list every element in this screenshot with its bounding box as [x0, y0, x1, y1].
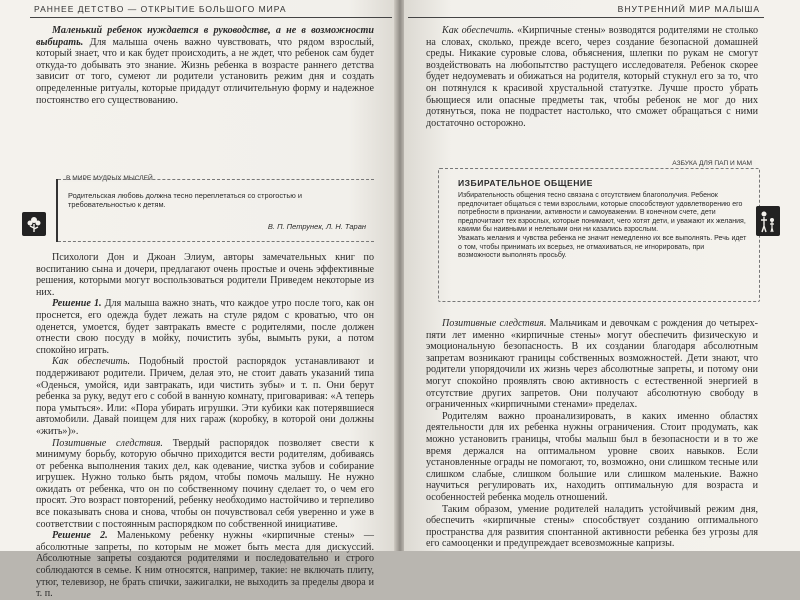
right-running-head: ВНУТРЕННИЙ МИР МАЛЫША [617, 4, 760, 14]
right-top-text [426, 25, 758, 129]
right-page [404, 0, 800, 551]
family-icon [756, 206, 780, 236]
abc-text-1: Избирательность общения тесно связана с отсутствием благополучия. Ребенок предпочитает общаться с теми взрослыми, которые способствуют удовлетворению его потребности в признании, активности и самоуважении. В конечном счете, дети предпочитают тех взрослых, которые понимают, чего хотят дети, и уважают их желания, какими бы наивными и нелепыми они ни казались взрослым. [458, 192, 746, 234]
intro-italic: Маленький ребенок нуждается в руководстве, а не в возможности выбирать. [36, 25, 374, 48]
left-running-head: РАННЕЕ ДЕТСТВО — ОТКРЫТИЕ БОЛЬШОГО МИРА [34, 4, 287, 14]
right-body [426, 318, 758, 550]
left-intro [36, 25, 374, 106]
abc-box-title: ИЗБИРАТЕЛЬНОЕ ОБЩЕНИЕ [458, 178, 593, 188]
quote-text: Родительская любовь должна тесно переплетаться со строгостью и требовательностью к детям. [68, 191, 303, 210]
how-label-right: Как обеспечить. [442, 25, 515, 36]
quote-box-bottom-rule [58, 241, 374, 242]
quote-box-header: В МИРЕ МУДРЫХ МЫСЛЕЙ [62, 175, 157, 182]
para-psychologists: Психологи Дон и Джоан Элиум, авторы замечательных книг по воспитанию сына и дочери, предлагают очень простые и очень эффективные решения, которыми могут воспользоваться родители Приведем некоторые из них. [36, 252, 374, 298]
abc-box [430, 168, 760, 308]
how-text-right: «Кирпичные стены» возводятся родителями не столько на словах, сколько, прежде всего, через создание безопасной домашней среды. Никакие суровые слова, объяснения, шлепки по рукам не смогут воздействовать на любопытство растущего исследователя. Ребенок скорее будет недоумевать и обижаться на родителя, который стукнул его за то, что он потянулся к красивой хрустальной статуэтке. Лучше просто убрать бьющиеся или опасные предметы так, чтобы ребенок не мог до них дотянуться, пока не подрастет настолько, что сможет обращаться с ними достаточно осторожно. [426, 25, 758, 129]
positive-label-right: Позитивные следствия. [442, 318, 547, 329]
solution1-text: Для малыша важно знать, что каждое утро после того, как он проснется, его одежда будет лежать на стуле рядом с кроватью, что он оденется, умоется, будет завтракать вместе с родителями, после должен отнести свою посуду в мойку, почистить зубы, вымыть руки, а потом спокойно играть. [36, 298, 374, 356]
quote-box-top-rule [58, 179, 374, 180]
left-body [36, 252, 374, 600]
abc-box-text [458, 192, 748, 261]
solution2-text: Маленькому ребенку нужны «кирпичные стены» — абсолютные запреты, по которым не может быть места для дискуссий. Абсолютные запреты создаются родителями и последовательно и строго соблюдаются в семье. К ним относятся, например, такие: не включать плиту, утюг, телевизор, не брать спички, зажигалки, не выходить за пределы двора и т. п. [36, 530, 374, 600]
flower-icon [22, 212, 46, 236]
intro-text: Для малыша очень важно чувствовать, что рядом взрослый, который знает, что и как будет происходить, а не ждет, что ребенок сам будет откуда-то добывать это знание. Жизнь ребенка в возрасте раннего детства зависит от того, сумеют ли родители установить режим дня и создать определенные ритуалы, которые придадут отличительную форму и надежное постоянство его существованию. [36, 36, 374, 106]
positive-text-right: Мальчикам и девочкам с рождения до четырех-пяти лет именно «кирпичные стены» могут обеспечить физическую и эмоциональную безопасность. В их создании благодаря абсолютным запретам возникают границы собственных возможностей. Дети знают, что родители упорядочили их жизнь через абсолютные запреты, и потому они могут спокойно проявлять свою активность с естественной энергией в отсутствие других запретов. Они получают абсолютную свободу в ограниченных «кирпичными стенами» пределах. [426, 318, 758, 411]
abc-text-2: Уважать желания и чувства ребенка не значит немедленно их все выполнять. Речь идет о том, чтобы принимать их всерьез, не отмахиваться, не игнорировать, при возможности выполнять просьбу. [458, 234, 747, 260]
quote-box [56, 179, 374, 242]
left-header-rule [30, 17, 392, 18]
positive-label-left: Позитивные следствия. [52, 437, 163, 449]
para-conclusion: Таким образом, умение родителей наладить устойчивый режим дня, обеспечить «кирпичные стены» способствует созданию оптимального пространства для развития спонтанной активности ребенка без угрозы для его самооценки и предупреждает всевозможные капризы. [426, 503, 758, 550]
solution2-label: Решение 2. [52, 530, 108, 542]
positive-text-left: Твердый распорядок позволяет свести к минимуму борьбу, которую обычно приходится вести родителям, добиваясь от ребенка выполнения таких дел, как одевание, чистка зубов и собирание игрушек. Нужно только быть рядом, чтобы помочь малышу. Не нужно ожидать от ребенка, что он по собственному почину сделает то, о чем его просят. Это возраст повторений, ребенку необходимо настойчиво и терпеливо все показывать снова и снова, чтобы он почувствовал себя уверенно и уже в соответствии с постоянным распорядком по собственной инициативе. [36, 437, 374, 530]
para-parents-analyze: Родителям важно проанализировать, в каких именно областях деятельности для их ребенка нужны ограничения. Стоит продумать, как можно установить границы, чтобы малыш был в безопасности и в то же время держался на оптимальном уровне своих навыков. Если установленные ограды не помогают, то, возможно, они слишком тесные или слишком слабые, слишком большие или слишком маленькие. Важно научиться регулировать их, находить оптимальную для возраста и особенностей ребенка модель отношений. [426, 410, 758, 503]
abc-box-header: АЗБУКА ДЛЯ ПАП И МАМ [668, 160, 756, 167]
left-page [0, 0, 396, 600]
solution1-label: Решение 1. [52, 298, 102, 310]
how-text-left: Подобный простой распорядок устанавливают и поддерживают родители. Причем, делая это, не стоит давать указаний типа «Оденься, умойся, иди завтракать, иди чистить зубы» и т. п. Они берут ребенка за руку, ведут его с собой в ванную комнату, приговаривая: «А теперь пора умыться». Или: «Пора убирать игрушки. Эти кубики как потерявшиеся автомобили. Давай поищем для них гараж (коробку, в которой они должны «жить»)». [36, 356, 374, 437]
how-label-left: Как обеспечить. [52, 356, 130, 368]
quote-author: В. П. Петрунек, Л. Н. Таран [267, 222, 366, 231]
right-header-rule [408, 17, 764, 18]
